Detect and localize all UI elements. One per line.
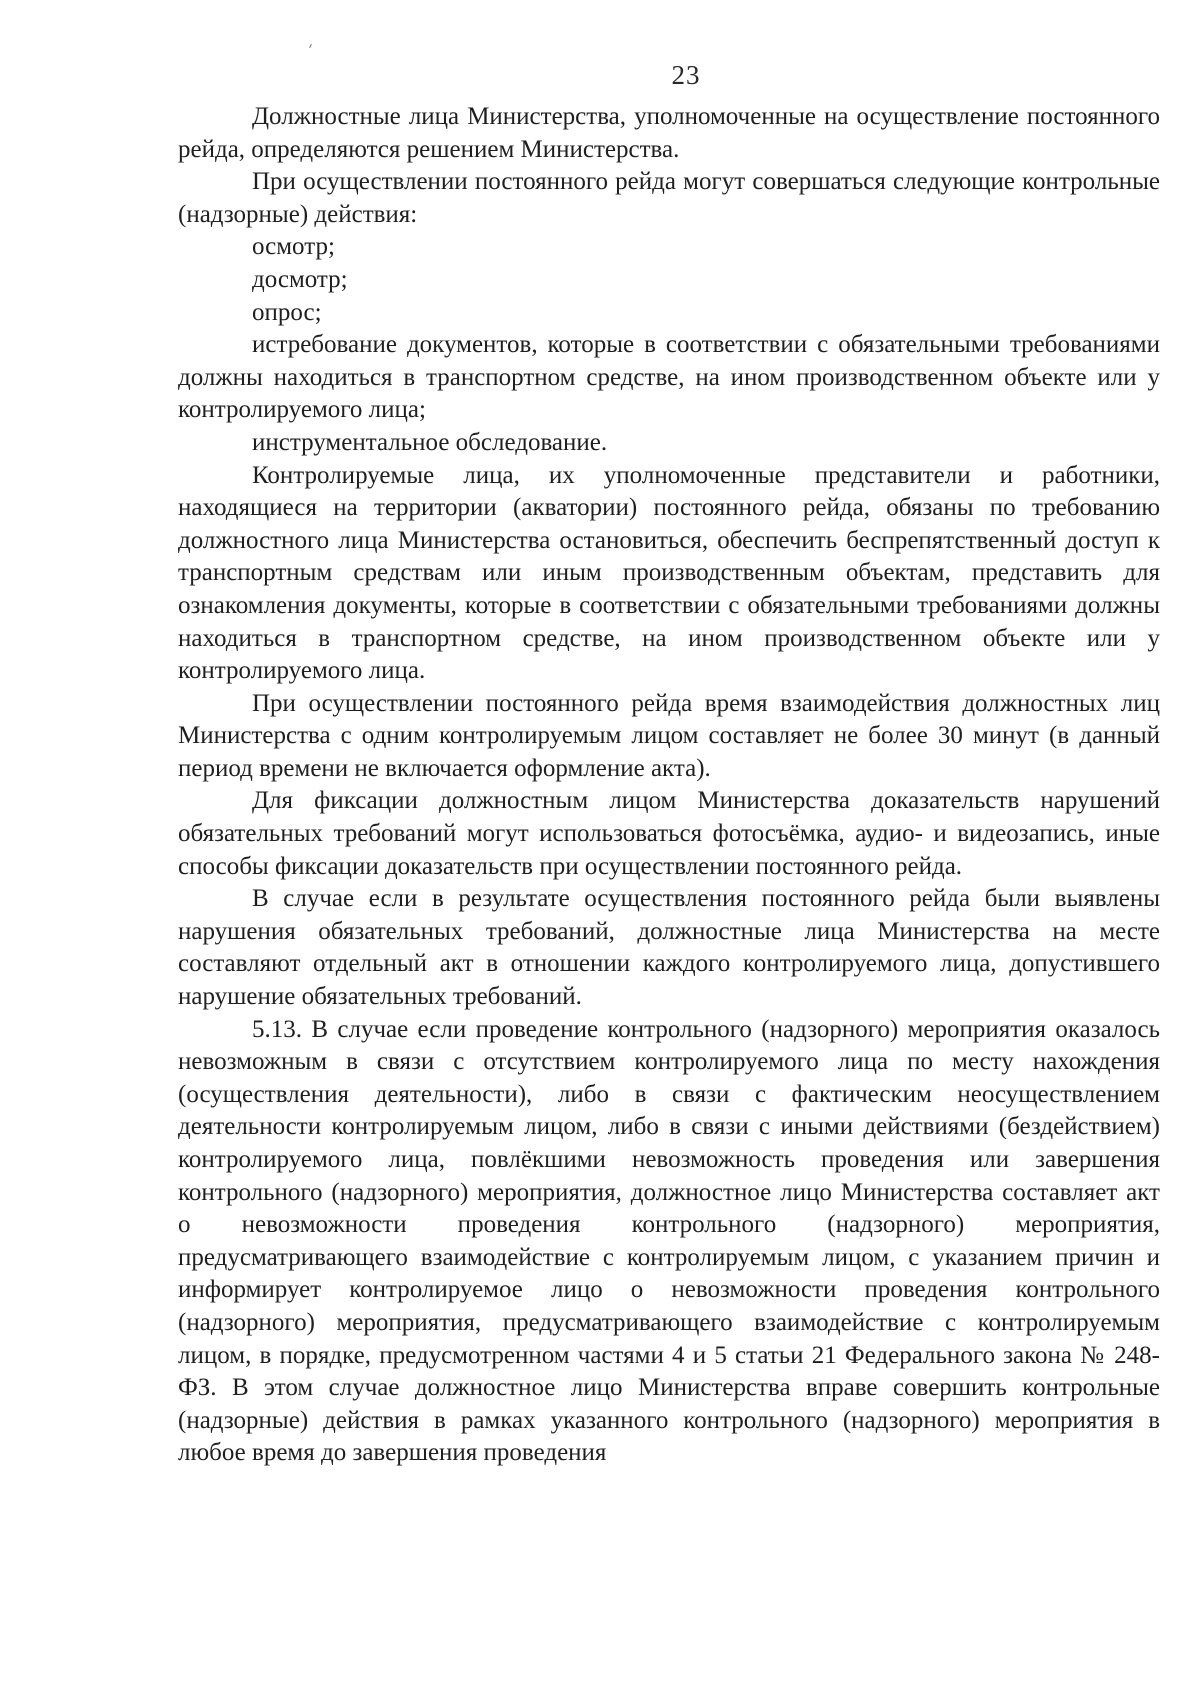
list-item-document-request: истребование документов, которые в соответствии с обязательными требованиями должны находиться в транспортном средстве, на ином производственном объекте или у контролируемого лица; bbox=[178, 331, 1160, 424]
paragraph-officials: Должностные лица Министерства, уполномоченные на осуществление постоянного рейда, определяются решением Министерства. bbox=[178, 103, 1160, 163]
page-number: 23 bbox=[671, 60, 701, 90]
paragraph-violations-act: В случае если в результате осуществления постоянного рейда были выявлены нарушения обязательных требований, должностные лица Министерства на месте составляют отдельный акт в отношении каждого контролируемого лица, допустившего нарушение обязательных требований. bbox=[178, 885, 1160, 1011]
paragraph-actions-intro: При осуществлении постоянного рейда могут совершаться следующие контрольные (надзорные) действия: bbox=[178, 168, 1160, 228]
list-item-search: досмотр; bbox=[252, 265, 348, 293]
list-item-instrumental-survey: инструментальное обследование. bbox=[252, 428, 608, 456]
paragraph-evidence-recording: Для фиксации должностным лицом Министерства доказательств нарушений обязательных требований могут использоваться фотосъёмка, аудио- и видеозапись, иные способы фиксации доказательств при осуществлении постоянного рейда. bbox=[178, 787, 1160, 880]
scan-speck bbox=[309, 44, 312, 48]
paragraph-section-5-13: 5.13. В случае если проведение контрольного (надзорного) мероприятия оказалось невозможным в связи с отсутствием контролируемого лица по месту нахождения (осуществления деятельности), либо в связи с фактическим неосуществлением деятельности контролируемым лицом, либо в связи с иными действиями (бездействием) контролируемого лица, повлёкшими невозможность проведения или завершения контрольного (надзорного) мероприятия, должностное лицо Министерства составляет акт о невозможности проведения контрольного (надзорного) мероприятия, предусматривающего взаимодействие с контролируемым лицом, с указанием причин и информирует контролируемое лицо о невозможности проведения контрольного (надзорного) мероприятия, предусматривающего взаимодействие с контролируемым лицом, в порядке, предусмотренном частями 4 и 5 статьи 21 Федерального закона № 248-ФЗ. В этом случае должностное лицо Министерства вправе совершить контрольные (надзорные) действия в рамках указанного контрольного (надзорного) мероприятия в любое время до завершения проведения bbox=[178, 1015, 1160, 1467]
paragraph-interaction-time: При осуществлении постоянного рейда время взаимодействия должностных лиц Министерства с одним контролируемым лицом составляет не более 30 минут (в данный период времени не включается оформление акта). bbox=[178, 689, 1160, 782]
list-item-inspection: осмотр; bbox=[252, 233, 335, 261]
document-body bbox=[178, 101, 1160, 1470]
paragraph-controlled-persons-duties: Контролируемые лица, их уполномоченные представители и работники, находящиеся на территории (акватории) постоянного рейда, обязаны по требованию должностного лица Министерства остановиться, обеспечить беспрепятственный доступ к транспортным средствам или иным производственным объектам, представить для ознакомления документы, которые в соответствии с обязательными требованиями должны находиться в транспортном средстве, на ином производственном объекте или у контролируемого лица. bbox=[178, 461, 1160, 685]
list-item-questioning: опрос; bbox=[252, 298, 322, 326]
